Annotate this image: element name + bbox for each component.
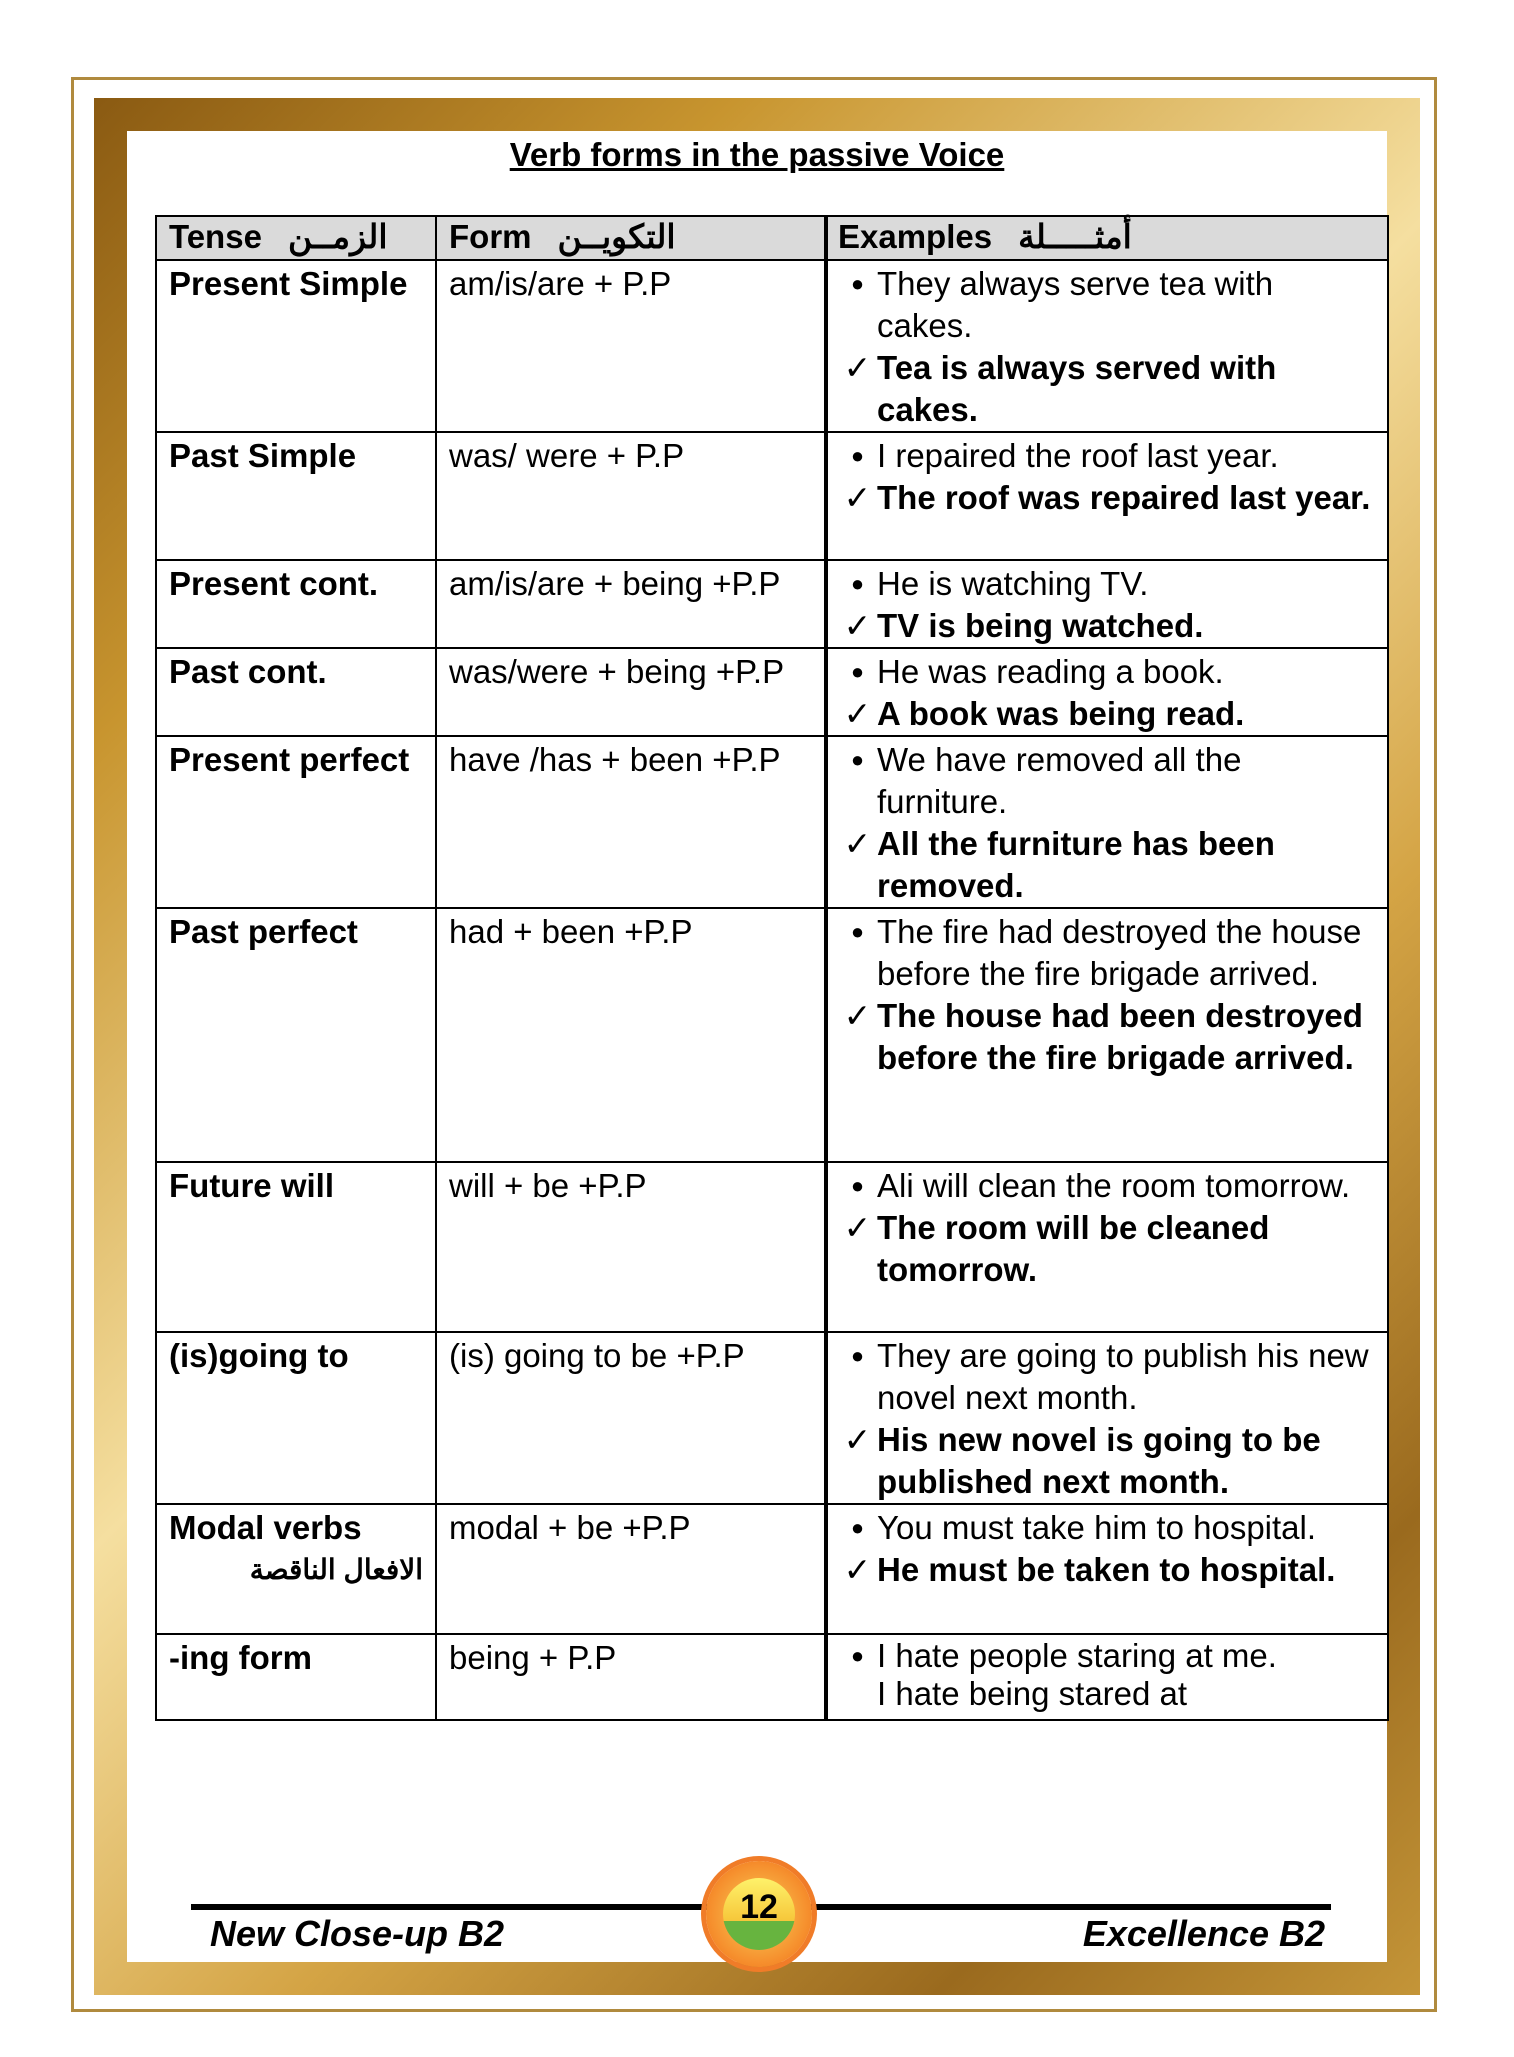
form-cell: was/were + being +P.P xyxy=(436,648,826,736)
checkmark-icon: ✓ xyxy=(843,1421,872,1458)
bullet-icon: ● xyxy=(850,659,865,684)
passive-voice-table xyxy=(155,215,1389,1721)
table-row xyxy=(156,432,1388,560)
passive-example: ✓ All the furniture has been removed. xyxy=(838,823,1375,907)
passive-example: ✓ Tea is always served with cakes. xyxy=(838,347,1375,431)
examples-cell xyxy=(826,1332,1388,1504)
bullet-icon: ● xyxy=(850,1173,865,1198)
active-example: ● I hate people staring at me. xyxy=(838,1637,1375,1675)
checkmark-icon: ✓ xyxy=(843,479,872,516)
checkmark-icon: ✓ xyxy=(843,695,872,732)
tense-cell: Present Simple xyxy=(156,260,436,432)
table-row xyxy=(156,260,1388,432)
bullet-icon: ● xyxy=(850,1515,865,1540)
checkmark-icon: ✓ xyxy=(843,349,872,386)
active-example: ● He was reading a book. xyxy=(838,651,1375,693)
passive-example: ✓ The house had been destroyed before the fire brigade arrived. xyxy=(838,995,1375,1079)
page-number-badge xyxy=(706,1861,812,1967)
active-example: ● They always serve tea with cakes. xyxy=(838,263,1375,347)
table-row xyxy=(156,1332,1388,1504)
tense-arabic: الافعال الناقصة xyxy=(249,1554,423,1585)
bullet-icon: ● xyxy=(850,1343,865,1368)
table-row xyxy=(156,736,1388,908)
tense-cell: (is)going to xyxy=(156,1332,436,1504)
active-example: ● The fire had destroyed the house before the fire brigade arrived. xyxy=(838,911,1375,995)
bullet-icon: ● xyxy=(850,271,865,296)
form-cell: had + been +P.P xyxy=(436,908,826,1162)
active-example: ● You must take him to hospital. xyxy=(838,1507,1375,1549)
footer-series-title: Excellence B2 xyxy=(1082,1913,1325,1954)
active-example: ● They are going to publish his new novel next month. xyxy=(838,1335,1375,1419)
active-example: ● I repaired the roof last year. xyxy=(838,435,1375,477)
footer-rule-left xyxy=(191,1904,711,1910)
passive-example: ✓ The room will be cleaned tomorrow. xyxy=(838,1207,1375,1291)
active-example: ● We have removed all the furniture. xyxy=(838,739,1375,823)
tense-cell: Modal verbs الافعال الناقصة xyxy=(156,1504,436,1634)
footer-rule-right xyxy=(811,1904,1331,1910)
bullet-icon: ● xyxy=(850,1643,865,1668)
header-examples: Examples أمثـــــلة xyxy=(826,216,1388,260)
form-cell: am/is/are + P.P xyxy=(436,260,826,432)
bullet-icon: ● xyxy=(850,747,865,772)
form-cell: modal + be +P.P xyxy=(436,1504,826,1634)
page-number: 12 xyxy=(723,1878,795,1950)
form-cell: being + P.P xyxy=(436,1634,826,1720)
form-cell: am/is/are + being +P.P xyxy=(436,560,826,648)
examples-cell xyxy=(826,1504,1388,1634)
examples-cell xyxy=(826,560,1388,648)
table-row xyxy=(156,1504,1388,1634)
checkmark-icon: ✓ xyxy=(843,607,872,644)
passive-example: ✓ TV is being watched. xyxy=(838,605,1375,647)
form-cell: was/ were + P.P xyxy=(436,432,826,560)
table-header-row xyxy=(156,216,1388,260)
table-row xyxy=(156,648,1388,736)
page-title: Verb forms in the passive Voice xyxy=(509,136,1005,173)
examples-cell xyxy=(826,432,1388,560)
bullet-icon: ● xyxy=(850,919,865,944)
tense-cell: -ing form xyxy=(156,1634,436,1720)
examples-cell xyxy=(826,1162,1388,1332)
header-tense: Tense الزمــن xyxy=(156,216,436,260)
passive-example: ✓ He must be taken to hospital. xyxy=(838,1549,1375,1591)
bullet-icon: ● xyxy=(850,571,865,596)
tense-cell: Present cont. xyxy=(156,560,436,648)
examples-cell xyxy=(826,1634,1388,1720)
table-row xyxy=(156,1162,1388,1332)
active-example: ● Ali will clean the room tomorrow. xyxy=(838,1165,1375,1207)
plain-example: I hate being stared at xyxy=(877,1675,1188,1712)
passive-example: ✓ A book was being read. xyxy=(838,693,1375,735)
examples-cell xyxy=(826,648,1388,736)
tense-cell: Present perfect xyxy=(156,736,436,908)
tense-cell: Future will xyxy=(156,1162,436,1332)
examples-cell xyxy=(826,736,1388,908)
header-form: Form التكويــن xyxy=(436,216,826,260)
table-row xyxy=(156,560,1388,648)
checkmark-icon: ✓ xyxy=(843,1551,872,1588)
table-row xyxy=(156,1634,1388,1720)
bullet-icon: ● xyxy=(850,443,865,468)
form-cell: have /has + been +P.P xyxy=(436,736,826,908)
passive-example: ✓ His new novel is going to be published next month. xyxy=(838,1419,1375,1503)
footer-book-title: New Close-up B2 xyxy=(210,1913,505,1954)
form-cell: (is) going to be +P.P xyxy=(436,1332,826,1504)
page-content xyxy=(127,131,1387,1962)
examples-cell xyxy=(826,908,1388,1162)
tense-cell: Past Simple xyxy=(156,432,436,560)
form-cell: will + be +P.P xyxy=(436,1162,826,1332)
passive-example: ✓ The roof was repaired last year. xyxy=(838,477,1375,519)
tense-cell: Past cont. xyxy=(156,648,436,736)
examples-cell xyxy=(826,260,1388,432)
table-row xyxy=(156,908,1388,1162)
active-example: ● He is watching TV. xyxy=(838,563,1375,605)
checkmark-icon: ✓ xyxy=(843,825,872,862)
tense-cell: Past perfect xyxy=(156,908,436,1162)
checkmark-icon: ✓ xyxy=(843,997,872,1034)
checkmark-icon: ✓ xyxy=(843,1209,872,1246)
